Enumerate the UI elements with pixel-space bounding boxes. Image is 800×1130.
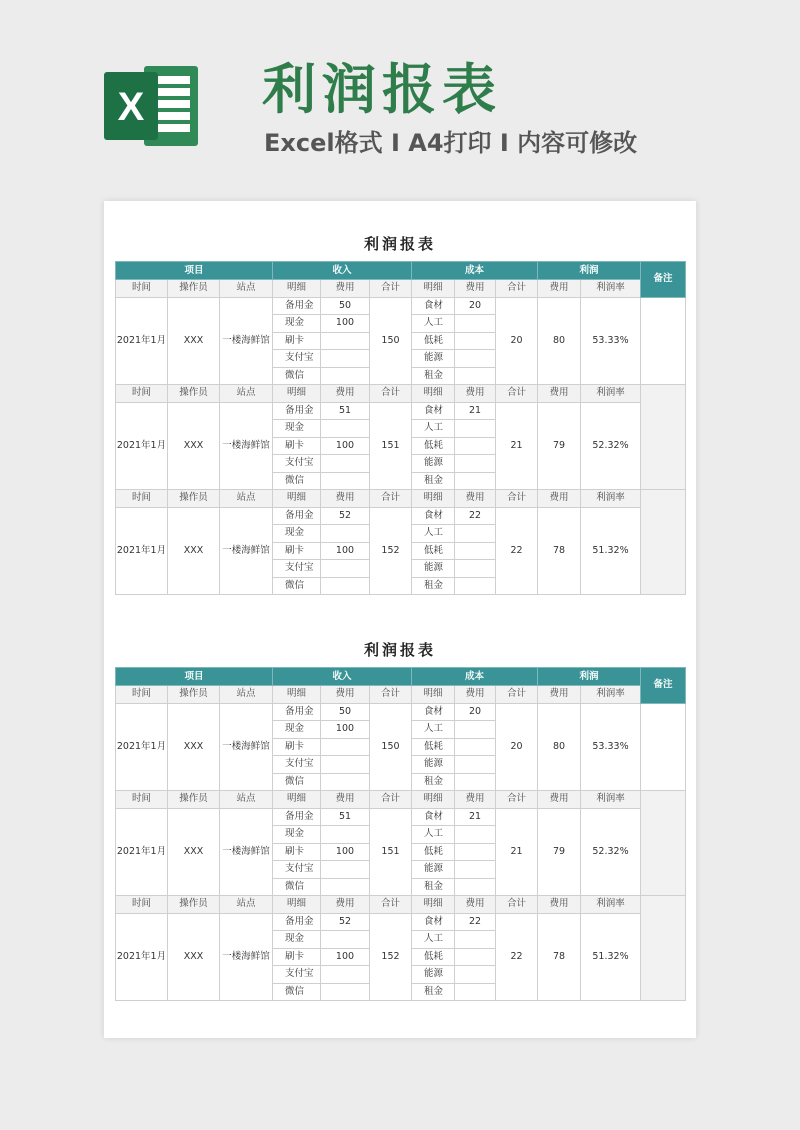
income-total-cell: 151 xyxy=(370,402,412,490)
column-header: 费用 xyxy=(321,686,370,704)
time-cell: 2021年1月 xyxy=(116,703,168,791)
income-item-fee xyxy=(321,332,370,350)
column-header: 合计 xyxy=(496,280,538,298)
sub-header-row xyxy=(116,280,686,298)
group-header: 收入 xyxy=(273,262,412,280)
group-header: 利润 xyxy=(538,262,641,280)
income-item-fee xyxy=(321,878,370,896)
income-item-name: 现金 xyxy=(273,931,321,949)
income-item-name: 微信 xyxy=(273,367,321,385)
income-item-name: 刷卡 xyxy=(273,843,321,861)
table-row xyxy=(116,507,686,525)
income-item-name: 现金 xyxy=(273,525,321,543)
cost-item-fee: 21 xyxy=(455,402,496,420)
income-item-fee xyxy=(321,756,370,774)
sub-header-row xyxy=(116,896,686,914)
cost-item-fee xyxy=(455,948,496,966)
cost-item-fee xyxy=(455,367,496,385)
income-item-name: 支付宝 xyxy=(273,756,321,774)
column-header: 时间 xyxy=(116,280,168,298)
income-item-fee: 100 xyxy=(321,721,370,739)
income-item-fee xyxy=(321,455,370,473)
column-header: 明细 xyxy=(273,385,321,403)
cost-item-name: 租金 xyxy=(412,577,455,595)
income-item-fee xyxy=(321,861,370,879)
note-cell xyxy=(641,385,686,490)
income-item-name: 现金 xyxy=(273,826,321,844)
column-header: 时间 xyxy=(116,490,168,508)
income-item-name: 刷卡 xyxy=(273,542,321,560)
cost-item-name: 能源 xyxy=(412,861,455,879)
station-cell: 一楼海鲜馆 xyxy=(220,402,273,490)
column-header: 合计 xyxy=(370,791,412,809)
income-item-name: 备用金 xyxy=(273,297,321,315)
cost-item-name: 租金 xyxy=(412,773,455,791)
profit-cell: 80 xyxy=(538,297,581,385)
margin-cell: 52.32% xyxy=(581,402,641,490)
station-cell: 一楼海鲜馆 xyxy=(220,507,273,595)
income-item-fee: 100 xyxy=(321,437,370,455)
column-header: 费用 xyxy=(538,791,581,809)
income-item-name: 备用金 xyxy=(273,703,321,721)
income-item-fee: 50 xyxy=(321,297,370,315)
time-cell: 2021年1月 xyxy=(116,507,168,595)
report-sheet-2 xyxy=(115,633,685,1001)
column-header: 费用 xyxy=(455,385,496,403)
income-item-name: 支付宝 xyxy=(273,861,321,879)
cost-item-name: 人工 xyxy=(412,721,455,739)
group-header: 备注 xyxy=(641,262,686,298)
column-header: 利润率 xyxy=(581,686,641,704)
column-header: 费用 xyxy=(455,791,496,809)
cost-item-fee xyxy=(455,420,496,438)
income-total-cell: 152 xyxy=(370,913,412,1001)
margin-cell: 51.32% xyxy=(581,913,641,1001)
column-header: 利润率 xyxy=(581,280,641,298)
column-header: 合计 xyxy=(496,490,538,508)
table-row xyxy=(116,808,686,826)
income-item-fee xyxy=(321,350,370,368)
cost-item-fee xyxy=(455,931,496,949)
income-item-name: 刷卡 xyxy=(273,738,321,756)
income-item-name: 现金 xyxy=(273,721,321,739)
cost-item-name: 低耗 xyxy=(412,542,455,560)
sub-header-row xyxy=(116,791,686,809)
sheet-title: 利润报表 xyxy=(363,235,436,253)
cost-item-name: 人工 xyxy=(412,525,455,543)
column-header: 合计 xyxy=(496,385,538,403)
sub-header-row xyxy=(116,686,686,704)
cost-item-name: 食材 xyxy=(412,808,455,826)
cost-item-name: 人工 xyxy=(412,826,455,844)
income-item-fee xyxy=(321,367,370,385)
column-header: 利润率 xyxy=(581,896,641,914)
income-item-name: 支付宝 xyxy=(273,455,321,473)
income-item-name: 微信 xyxy=(273,773,321,791)
column-header: 利润率 xyxy=(581,791,641,809)
cost-item-fee xyxy=(455,773,496,791)
income-item-name: 支付宝 xyxy=(273,560,321,578)
cost-item-fee xyxy=(455,542,496,560)
cost-item-fee xyxy=(455,721,496,739)
column-header: 明细 xyxy=(273,280,321,298)
cost-item-fee xyxy=(455,472,496,490)
document-page xyxy=(104,201,696,1038)
table-row xyxy=(116,913,686,931)
cost-item-name: 能源 xyxy=(412,560,455,578)
profit-cell: 80 xyxy=(538,703,581,791)
income-item-fee xyxy=(321,826,370,844)
column-header: 站点 xyxy=(220,686,273,704)
table-row xyxy=(116,297,686,315)
column-header: 时间 xyxy=(116,896,168,914)
cost-item-name: 低耗 xyxy=(412,843,455,861)
group-header: 收入 xyxy=(273,668,412,686)
profit-table xyxy=(115,667,686,1001)
cost-item-fee: 21 xyxy=(455,808,496,826)
income-item-name: 微信 xyxy=(273,472,321,490)
cost-item-fee xyxy=(455,966,496,984)
cost-item-fee xyxy=(455,332,496,350)
report-sheet-1 xyxy=(115,227,685,595)
income-item-fee xyxy=(321,577,370,595)
income-item-fee: 100 xyxy=(321,948,370,966)
table-row xyxy=(116,703,686,721)
cost-item-name: 低耗 xyxy=(412,948,455,966)
income-item-name: 备用金 xyxy=(273,808,321,826)
group-header: 项目 xyxy=(116,262,273,280)
cost-item-name: 能源 xyxy=(412,966,455,984)
cost-item-fee xyxy=(455,861,496,879)
income-item-name: 刷卡 xyxy=(273,437,321,455)
column-header: 操作员 xyxy=(168,490,220,508)
column-header: 合计 xyxy=(496,896,538,914)
station-cell: 一楼海鲜馆 xyxy=(220,808,273,896)
station-cell: 一楼海鲜馆 xyxy=(220,913,273,1001)
column-header: 费用 xyxy=(321,385,370,403)
income-item-fee: 51 xyxy=(321,808,370,826)
income-item-fee: 50 xyxy=(321,703,370,721)
cost-item-name: 食材 xyxy=(412,703,455,721)
column-header: 费用 xyxy=(538,896,581,914)
income-item-fee: 100 xyxy=(321,843,370,861)
time-cell: 2021年1月 xyxy=(116,297,168,385)
cost-item-fee xyxy=(455,738,496,756)
operator-cell: XXX xyxy=(168,913,220,1001)
cost-item-fee xyxy=(455,455,496,473)
group-header-row xyxy=(116,668,686,686)
income-item-fee xyxy=(321,472,370,490)
column-header: 合计 xyxy=(370,385,412,403)
cost-total-cell: 22 xyxy=(496,913,538,1001)
cost-item-fee xyxy=(455,756,496,774)
income-item-fee xyxy=(321,560,370,578)
column-header: 明细 xyxy=(412,280,455,298)
column-header: 明细 xyxy=(273,686,321,704)
note-cell xyxy=(641,297,686,385)
column-header: 站点 xyxy=(220,896,273,914)
cost-item-name: 能源 xyxy=(412,350,455,368)
operator-cell: XXX xyxy=(168,297,220,385)
column-header: 时间 xyxy=(116,791,168,809)
cost-item-name: 低耗 xyxy=(412,332,455,350)
column-header: 费用 xyxy=(538,385,581,403)
income-total-cell: 150 xyxy=(370,703,412,791)
column-header: 费用 xyxy=(321,490,370,508)
cost-item-fee xyxy=(455,843,496,861)
column-header: 操作员 xyxy=(168,896,220,914)
column-header: 明细 xyxy=(412,490,455,508)
income-item-fee: 51 xyxy=(321,402,370,420)
income-item-name: 备用金 xyxy=(273,913,321,931)
cost-total-cell: 22 xyxy=(496,507,538,595)
cost-item-name: 能源 xyxy=(412,756,455,774)
cost-total-cell: 20 xyxy=(496,297,538,385)
income-item-fee: 100 xyxy=(321,542,370,560)
column-header: 站点 xyxy=(220,490,273,508)
income-item-fee xyxy=(321,931,370,949)
column-header: 时间 xyxy=(116,385,168,403)
column-header: 费用 xyxy=(538,686,581,704)
cost-item-name: 食材 xyxy=(412,297,455,315)
cost-item-fee: 22 xyxy=(455,913,496,931)
operator-cell: XXX xyxy=(168,402,220,490)
income-item-name: 微信 xyxy=(273,983,321,1001)
cost-item-name: 食材 xyxy=(412,402,455,420)
group-header: 利润 xyxy=(538,668,641,686)
margin-cell: 53.33% xyxy=(581,703,641,791)
cost-item-fee xyxy=(455,577,496,595)
column-header: 明细 xyxy=(273,791,321,809)
cost-item-name: 租金 xyxy=(412,472,455,490)
page-subtitle: Excel格式 I A4打印 I 内容可修改 xyxy=(264,129,638,157)
station-cell: 一楼海鲜馆 xyxy=(220,297,273,385)
column-header: 明细 xyxy=(412,686,455,704)
cost-item-fee xyxy=(455,350,496,368)
income-item-name: 现金 xyxy=(273,315,321,333)
cost-item-name: 人工 xyxy=(412,315,455,333)
margin-cell: 51.32% xyxy=(581,507,641,595)
income-item-fee xyxy=(321,983,370,1001)
column-header: 明细 xyxy=(412,896,455,914)
column-header: 合计 xyxy=(370,896,412,914)
note-cell xyxy=(641,490,686,595)
cost-total-cell: 21 xyxy=(496,808,538,896)
note-cell xyxy=(641,791,686,896)
column-header: 费用 xyxy=(455,490,496,508)
cost-item-fee xyxy=(455,826,496,844)
operator-cell: XXX xyxy=(168,808,220,896)
income-item-name: 刷卡 xyxy=(273,332,321,350)
table-row xyxy=(116,402,686,420)
cost-item-fee xyxy=(455,983,496,1001)
income-item-name: 备用金 xyxy=(273,507,321,525)
column-header: 操作员 xyxy=(168,385,220,403)
cost-total-cell: 21 xyxy=(496,402,538,490)
income-item-fee xyxy=(321,738,370,756)
column-header: 费用 xyxy=(455,280,496,298)
group-header: 项目 xyxy=(116,668,273,686)
column-header: 明细 xyxy=(412,385,455,403)
cost-item-name: 租金 xyxy=(412,878,455,896)
profit-cell: 78 xyxy=(538,913,581,1001)
cost-item-name: 低耗 xyxy=(412,437,455,455)
cost-item-name: 人工 xyxy=(412,931,455,949)
income-item-fee: 100 xyxy=(321,315,370,333)
income-total-cell: 150 xyxy=(370,297,412,385)
logo-letter: X xyxy=(117,85,145,129)
income-item-name: 微信 xyxy=(273,878,321,896)
column-header: 合计 xyxy=(496,686,538,704)
column-header: 操作员 xyxy=(168,686,220,704)
column-header: 利润率 xyxy=(581,490,641,508)
column-header: 操作员 xyxy=(168,791,220,809)
margin-cell: 53.33% xyxy=(581,297,641,385)
income-item-name: 支付宝 xyxy=(273,966,321,984)
column-header: 合计 xyxy=(370,490,412,508)
income-item-fee: 52 xyxy=(321,507,370,525)
note-cell xyxy=(641,703,686,791)
cost-item-name: 食材 xyxy=(412,913,455,931)
income-item-fee xyxy=(321,525,370,543)
cost-item-fee: 22 xyxy=(455,507,496,525)
cost-item-fee xyxy=(455,315,496,333)
time-cell: 2021年1月 xyxy=(116,402,168,490)
column-header: 操作员 xyxy=(168,280,220,298)
column-header: 费用 xyxy=(455,896,496,914)
income-item-fee xyxy=(321,966,370,984)
cost-item-fee xyxy=(455,560,496,578)
income-item-name: 支付宝 xyxy=(273,350,321,368)
cost-total-cell: 20 xyxy=(496,703,538,791)
operator-cell: XXX xyxy=(168,507,220,595)
cost-item-fee: 20 xyxy=(455,703,496,721)
column-header: 站点 xyxy=(220,791,273,809)
group-header-row xyxy=(116,262,686,280)
column-header: 站点 xyxy=(220,385,273,403)
column-header: 利润率 xyxy=(581,385,641,403)
cost-item-fee xyxy=(455,525,496,543)
group-header: 备注 xyxy=(641,668,686,704)
column-header: 合计 xyxy=(370,686,412,704)
income-item-fee xyxy=(321,773,370,791)
column-header: 费用 xyxy=(321,791,370,809)
cost-item-name: 食材 xyxy=(412,507,455,525)
note-cell xyxy=(641,896,686,1001)
excel-logo-icon xyxy=(104,60,202,152)
column-header: 明细 xyxy=(273,896,321,914)
cost-item-name: 租金 xyxy=(412,367,455,385)
station-cell: 一楼海鲜馆 xyxy=(220,703,273,791)
page-title: 利润报表 xyxy=(262,58,502,121)
income-item-fee: 52 xyxy=(321,913,370,931)
time-cell: 2021年1月 xyxy=(116,913,168,1001)
margin-cell: 52.32% xyxy=(581,808,641,896)
cost-item-fee: 20 xyxy=(455,297,496,315)
income-item-name: 微信 xyxy=(273,577,321,595)
time-cell: 2021年1月 xyxy=(116,808,168,896)
cost-item-fee xyxy=(455,878,496,896)
income-total-cell: 152 xyxy=(370,507,412,595)
income-item-name: 备用金 xyxy=(273,402,321,420)
column-header: 费用 xyxy=(538,280,581,298)
cost-item-name: 能源 xyxy=(412,455,455,473)
column-header: 合计 xyxy=(370,280,412,298)
group-header: 成本 xyxy=(412,262,538,280)
group-header: 成本 xyxy=(412,668,538,686)
column-header: 时间 xyxy=(116,686,168,704)
profit-cell: 79 xyxy=(538,402,581,490)
column-header: 费用 xyxy=(455,686,496,704)
income-total-cell: 151 xyxy=(370,808,412,896)
income-item-name: 刷卡 xyxy=(273,948,321,966)
column-header: 费用 xyxy=(321,896,370,914)
operator-cell: XXX xyxy=(168,703,220,791)
column-header: 站点 xyxy=(220,280,273,298)
column-header: 明细 xyxy=(412,791,455,809)
profit-table xyxy=(115,261,686,595)
income-item-name: 现金 xyxy=(273,420,321,438)
cost-item-fee xyxy=(455,437,496,455)
profit-cell: 78 xyxy=(538,507,581,595)
sub-header-row xyxy=(116,490,686,508)
column-header: 费用 xyxy=(321,280,370,298)
column-header: 费用 xyxy=(538,490,581,508)
column-header: 合计 xyxy=(496,791,538,809)
column-header: 明细 xyxy=(273,490,321,508)
cost-item-name: 低耗 xyxy=(412,738,455,756)
profit-cell: 79 xyxy=(538,808,581,896)
income-item-fee xyxy=(321,420,370,438)
cost-item-name: 人工 xyxy=(412,420,455,438)
sheet-title: 利润报表 xyxy=(363,641,436,659)
cost-item-name: 租金 xyxy=(412,983,455,1001)
sub-header-row xyxy=(116,385,686,403)
